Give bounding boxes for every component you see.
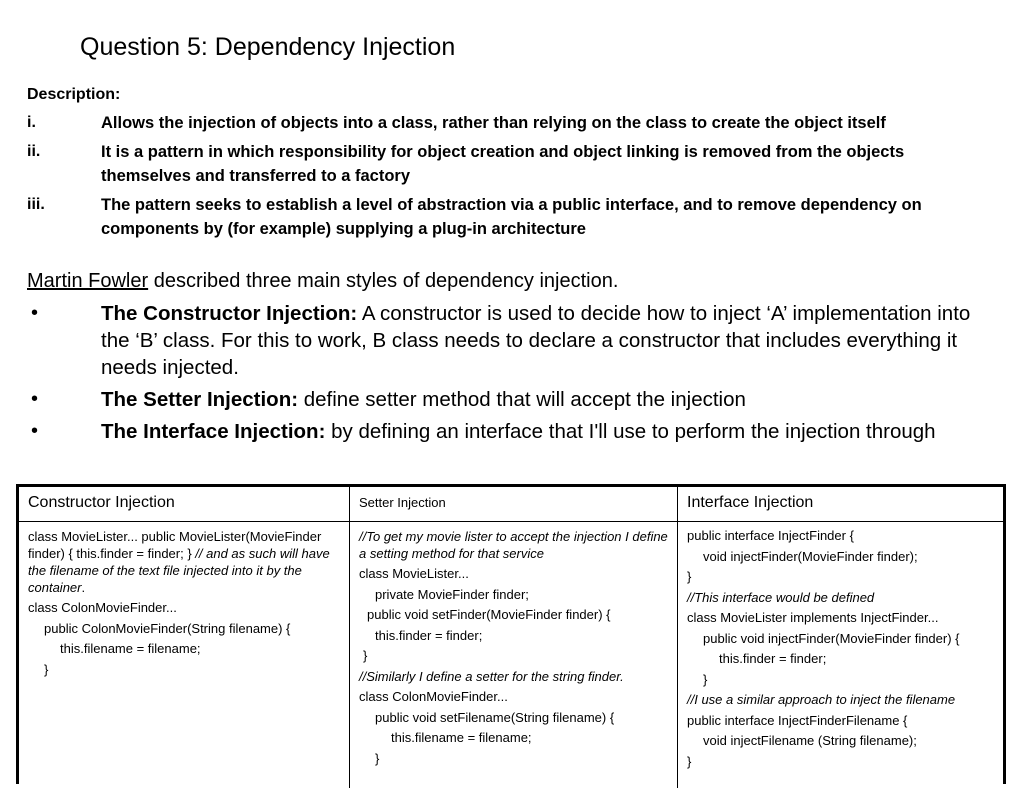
code-line: class ColonMovieFinder... xyxy=(28,600,177,615)
style-description: define setter method that will accept the injection xyxy=(298,388,746,411)
martin-fowler-link[interactable]: Martin Fowler xyxy=(27,270,149,292)
code-comment: //This interface would be defined xyxy=(687,589,875,605)
style-item-interface xyxy=(27,418,987,445)
bullet: • xyxy=(31,302,39,324)
code-comment: // and as such will have the filename of the text file injected into it by the container xyxy=(28,546,330,595)
interface-code-cell xyxy=(677,522,1003,788)
code-line: this.finder = finder; xyxy=(719,651,827,666)
bullet: • xyxy=(31,388,39,410)
style-description: by defining an interface that I'll use to perform the injection through xyxy=(325,420,936,443)
code-text: class MovieLister... public MovieLister(MovieFinder finder) { this.finder = finder; } xyxy=(28,529,322,561)
code-paragraph xyxy=(28,528,341,596)
code-line: } xyxy=(703,671,708,687)
style-name: The Interface Injection: xyxy=(101,420,326,443)
description-list xyxy=(27,111,967,246)
style-text xyxy=(101,300,987,381)
code-text: . xyxy=(81,580,86,595)
style-text xyxy=(101,418,987,445)
table-header-row xyxy=(19,487,1003,522)
code-line: public interface InjectFinder { xyxy=(687,528,854,543)
code-line: class MovieLister... xyxy=(359,566,469,581)
setter-code-cell xyxy=(349,522,677,788)
code-comment: //Similarly I define a setter for the string finder. xyxy=(359,668,624,684)
code-line: this.finder = finder; xyxy=(375,627,483,643)
description-item-text: Allows the injection of objects into a class, rather than relying on the class to create the object itself xyxy=(101,114,886,132)
table-body-row xyxy=(19,522,1003,788)
code-comment: //I use a similar approach to inject the filename xyxy=(687,692,956,707)
style-name: The Setter Injection: xyxy=(101,388,299,411)
header-constructor-injection: Constructor Injection xyxy=(28,494,175,511)
code-line: public void injectFinder(MovieFinder finder) { xyxy=(703,630,960,646)
description-item-number: iii. xyxy=(27,196,45,213)
description-item-text: It is a pattern in which responsibility for object creation and object linking is removed from the objects themselves and transferred to a factory xyxy=(101,143,905,185)
code-line: public interface InjectFinderFilename { xyxy=(687,712,908,728)
code-line: } xyxy=(687,753,692,769)
description-item xyxy=(27,193,967,241)
code-line: public void setFinder(MovieFinder finder) { xyxy=(367,607,611,622)
header-interface-injection: Interface Injection xyxy=(677,487,1003,521)
code-line: void injectFilename (String filename); xyxy=(703,733,917,748)
description-item-number: ii. xyxy=(27,143,41,160)
fowler-sentence-rest: described three main styles of dependency injection. xyxy=(148,270,619,292)
code-line: this.filename = filename; xyxy=(60,641,201,656)
code-line: this.filename = filename; xyxy=(391,730,532,745)
code-line: void injectFinder(MovieFinder finder); xyxy=(703,548,918,564)
injection-styles-list xyxy=(27,300,987,450)
slide-title: Question 5: Dependency Injection xyxy=(80,33,456,61)
style-item-setter xyxy=(27,386,987,413)
code-line: public void setFilename(String filename) { xyxy=(375,709,615,725)
code-line: } xyxy=(375,750,380,766)
style-name: The Constructor Injection: xyxy=(101,302,358,325)
fowler-sentence xyxy=(27,268,618,294)
code-line: private MovieFinder finder; xyxy=(375,586,529,602)
code-line: public ColonMovieFinder(String filename) { xyxy=(44,620,291,636)
injection-comparison-table xyxy=(16,484,1006,784)
constructor-code-cell xyxy=(19,522,349,788)
style-description: A constructor is used to decide how to inject ‘A’ implementation into the ‘B’ class. For this to work, B class needs to declare a constructor that includes everything it needs injected. xyxy=(101,302,971,379)
code-line: } xyxy=(44,661,49,677)
description-item xyxy=(27,140,967,188)
style-item-constructor xyxy=(27,300,987,381)
code-line: } xyxy=(687,569,692,584)
code-line: class MovieLister implements InjectFinder... xyxy=(687,610,939,625)
header-setter-injection: Setter Injection xyxy=(349,487,677,521)
code-line: class ColonMovieFinder... xyxy=(359,689,508,704)
code-line: } xyxy=(363,648,368,663)
description-item-number: i. xyxy=(27,114,36,131)
description-item-text: The pattern seeks to establish a level of abstraction via a public interface, and to remove dependency on components by (for example) supplying a plug-in architecture xyxy=(101,196,922,238)
description-heading: Description: xyxy=(27,86,121,103)
bullet: • xyxy=(31,420,39,442)
code-comment: //To get my movie lister to accept the injection I define a setting method for that service xyxy=(359,529,668,561)
style-text xyxy=(101,386,987,413)
description-item xyxy=(27,111,967,135)
